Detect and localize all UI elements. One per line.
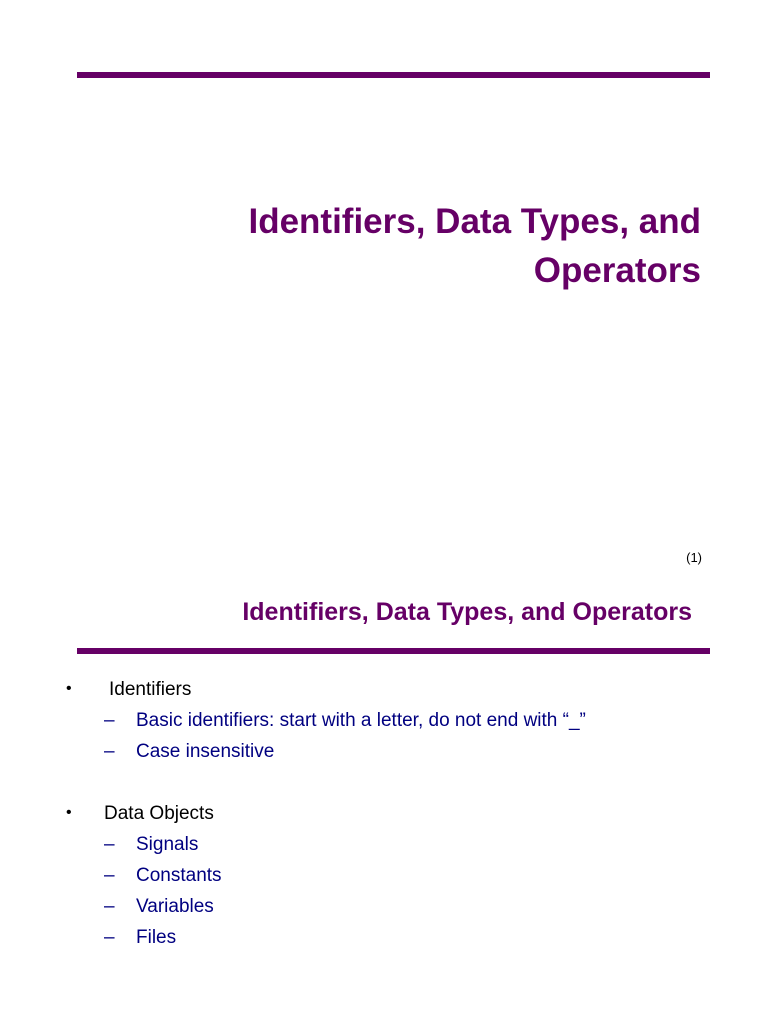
sub-item-label: Signals	[136, 834, 199, 855]
bullet-dot-icon: •	[66, 680, 72, 697]
dash-icon: –	[104, 896, 115, 917]
slide-title	[101, 197, 701, 295]
bullet-label: Data Objects	[104, 803, 214, 824]
sub-item-label: Files	[136, 927, 177, 948]
dash-icon: –	[104, 865, 115, 886]
bullet-label: Identifiers	[109, 679, 192, 700]
bullet-dot-icon: •	[66, 804, 72, 821]
slide-title-line-1: Identifiers, Data Types, and	[248, 202, 701, 241]
page-number: (1)	[686, 550, 702, 565]
top-divider-rule	[77, 72, 710, 78]
dash-icon: –	[104, 710, 115, 731]
slide-title-line-2: Operators	[533, 251, 701, 290]
section-title: Identifiers, Data Types, and Operators	[242, 598, 692, 626]
dash-icon: –	[104, 927, 115, 948]
sub-item-label: Basic identifiers: start with a letter, do not end with “_”	[136, 710, 586, 731]
dash-icon: –	[104, 741, 115, 762]
sub-item-label: Case insensitive	[136, 741, 275, 762]
section-divider-rule	[77, 648, 710, 654]
sub-item-label: Constants	[136, 865, 222, 886]
sub-item-label: Variables	[136, 896, 214, 917]
dash-icon: –	[104, 834, 115, 855]
